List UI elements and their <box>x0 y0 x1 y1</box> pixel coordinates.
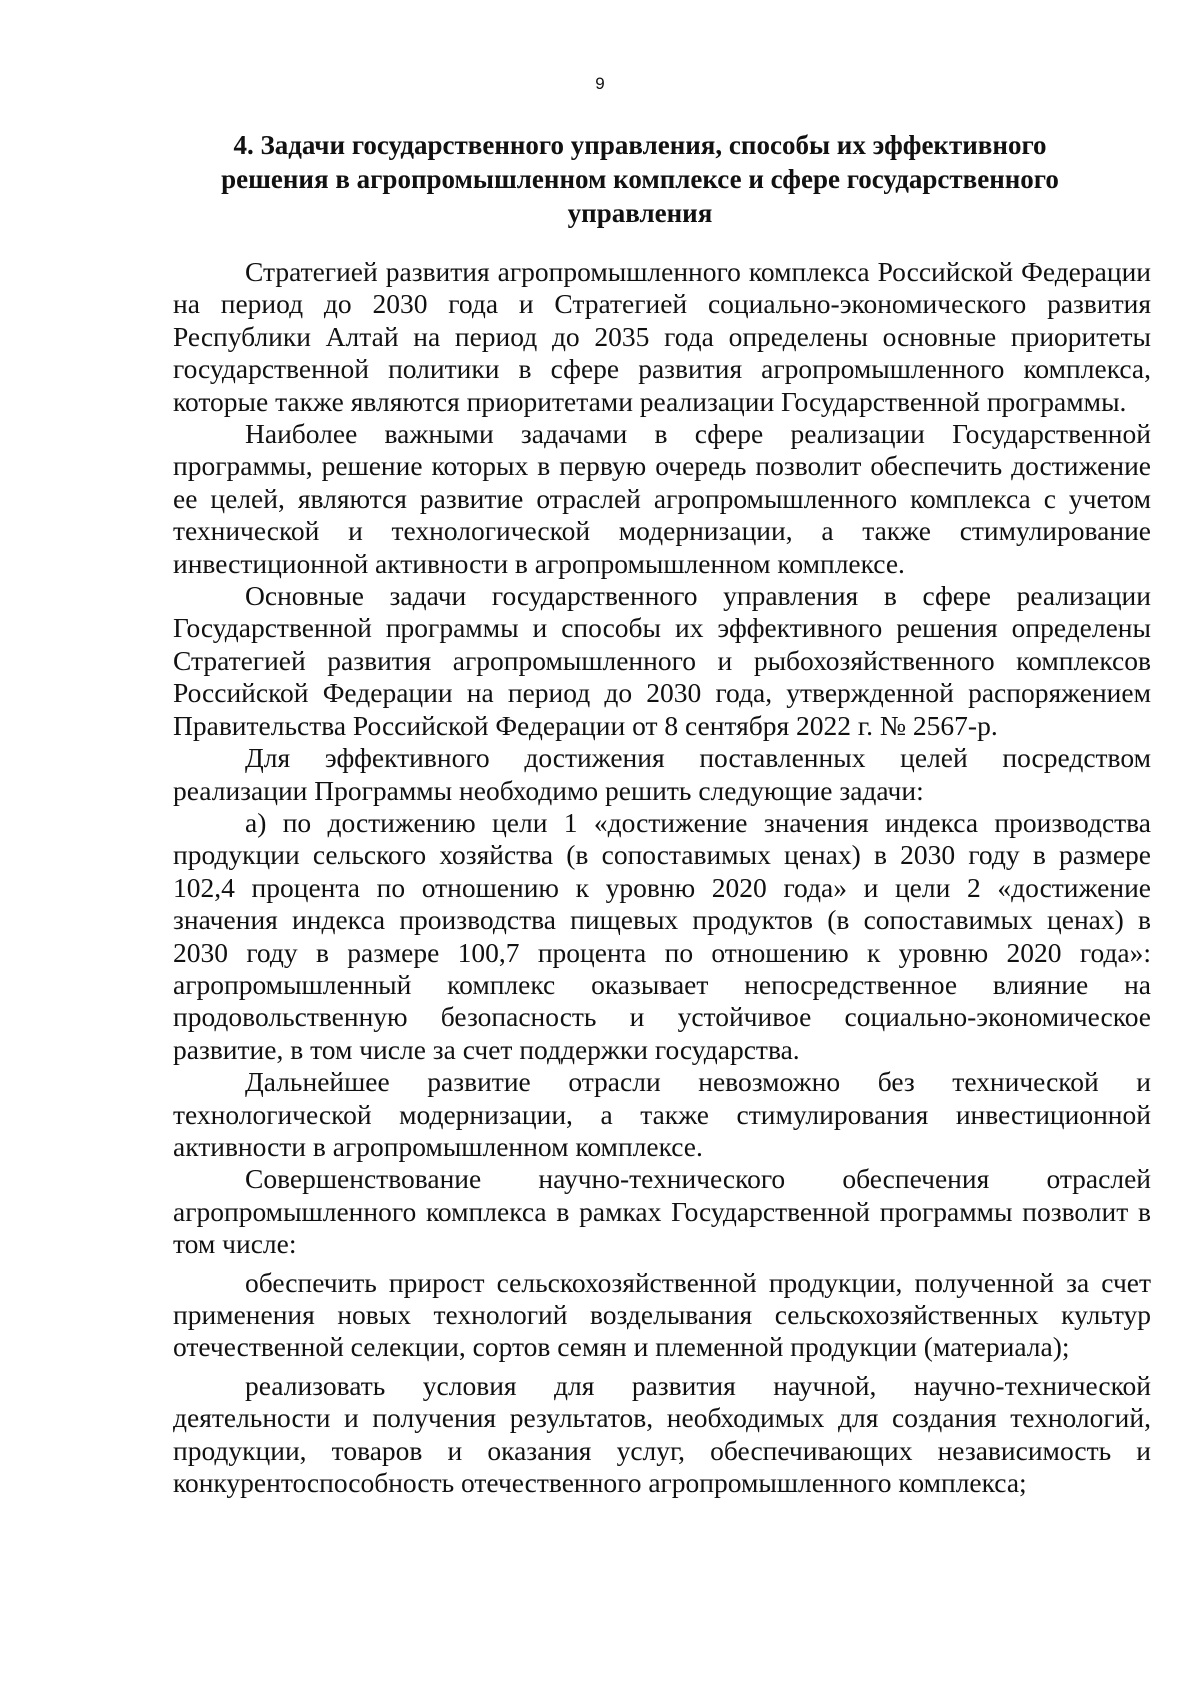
body-text <box>173 256 1151 1499</box>
paragraph: реализовать условия для развития научной, научно-технической деятельности и получения результатов, необходимых для создания технологий, продукции, товаров и оказания услуг, обеспечивающих независимость и конкурентоспособность отечественного агропромышленного комплекса; <box>173 1369 1151 1499</box>
heading-line: 4. Задачи государственного управления, способы их эффективного <box>233 130 1047 160</box>
section-heading <box>190 128 1090 230</box>
paragraph: Дальнейшее развитие отрасли невозможно без технической и технологической модернизации, а также стимулирования инвестиционной активности в агропромышленном комплексе. <box>173 1066 1151 1162</box>
page-number: 9 <box>595 74 605 93</box>
paragraph: а) по достижению цели 1 «достижение значения индекса производства продукции сельского хозяйства (в сопоставимых ценах) в 2030 году в размере 102,4 процента по отношению к уровню 2020 года» и цели 2 «достижение значения индекса производства пищевых продуктов (в сопоставимых ценах) в 2030 году в размере 100,7 процента по отношению к уровню 2020 года»: агропромышленный комплекс оказывает непосредственное влияние на продовольственную безопасность и устойчивое социально-экономическое развитие, в том числе за счет поддержки государства. <box>173 806 1151 1065</box>
paragraph: обеспечить прирост сельскохозяйственной продукции, полученной за счет применения новых технологий возделывания сельскохозяйственных культур отечественной селекции, сортов семян и племенной продукции (материала); <box>173 1266 1151 1363</box>
heading-line: решения в агропромышленном комплексе и сфере государственного <box>221 164 1059 194</box>
paragraph: Для эффективного достижения поставленных целей посредством реализации Программы необходимо решить следующие задачи: <box>173 742 1151 806</box>
heading-line: управления <box>567 198 713 228</box>
paragraph: Наиболее важными задачами в сфере реализации Государственной программы, решение которых в первую очередь позволит обеспечить достижение ее целей, являются развитие отраслей агропромышленного комплекса с учетом технической и технологической модернизации, а также стимулирование инвестиционной активности в агропромышленном комплексе. <box>173 418 1151 579</box>
paragraph: Основные задачи государственного управления в сфере реализации Государственной программы и способы их эффективного решения определены Стратегией развития агропромышленного и рыбохозяйственного комплексов Российской Федерации на период до 2030 года, утвержденной распоряжением Правительства Российской Федерации от 8 сентября 2022 г. № 2567-р. <box>173 580 1151 741</box>
paragraph: Совершенствование научно-технического обеспечения отраслей агропромышленного комплекса в рамках Государственной программы позволит в том числе: <box>173 1163 1151 1260</box>
paragraph: Стратегией развития агропромышленного комплекса Российской Федерации на период до 2030 года и Стратегией социально-экономического развития Республики Алтай на период до 2035 года определены основные приоритеты государственной политики в сфере развития агропромышленного комплекса, которые также являются приоритетами реализации Государственной программы. <box>173 256 1151 417</box>
